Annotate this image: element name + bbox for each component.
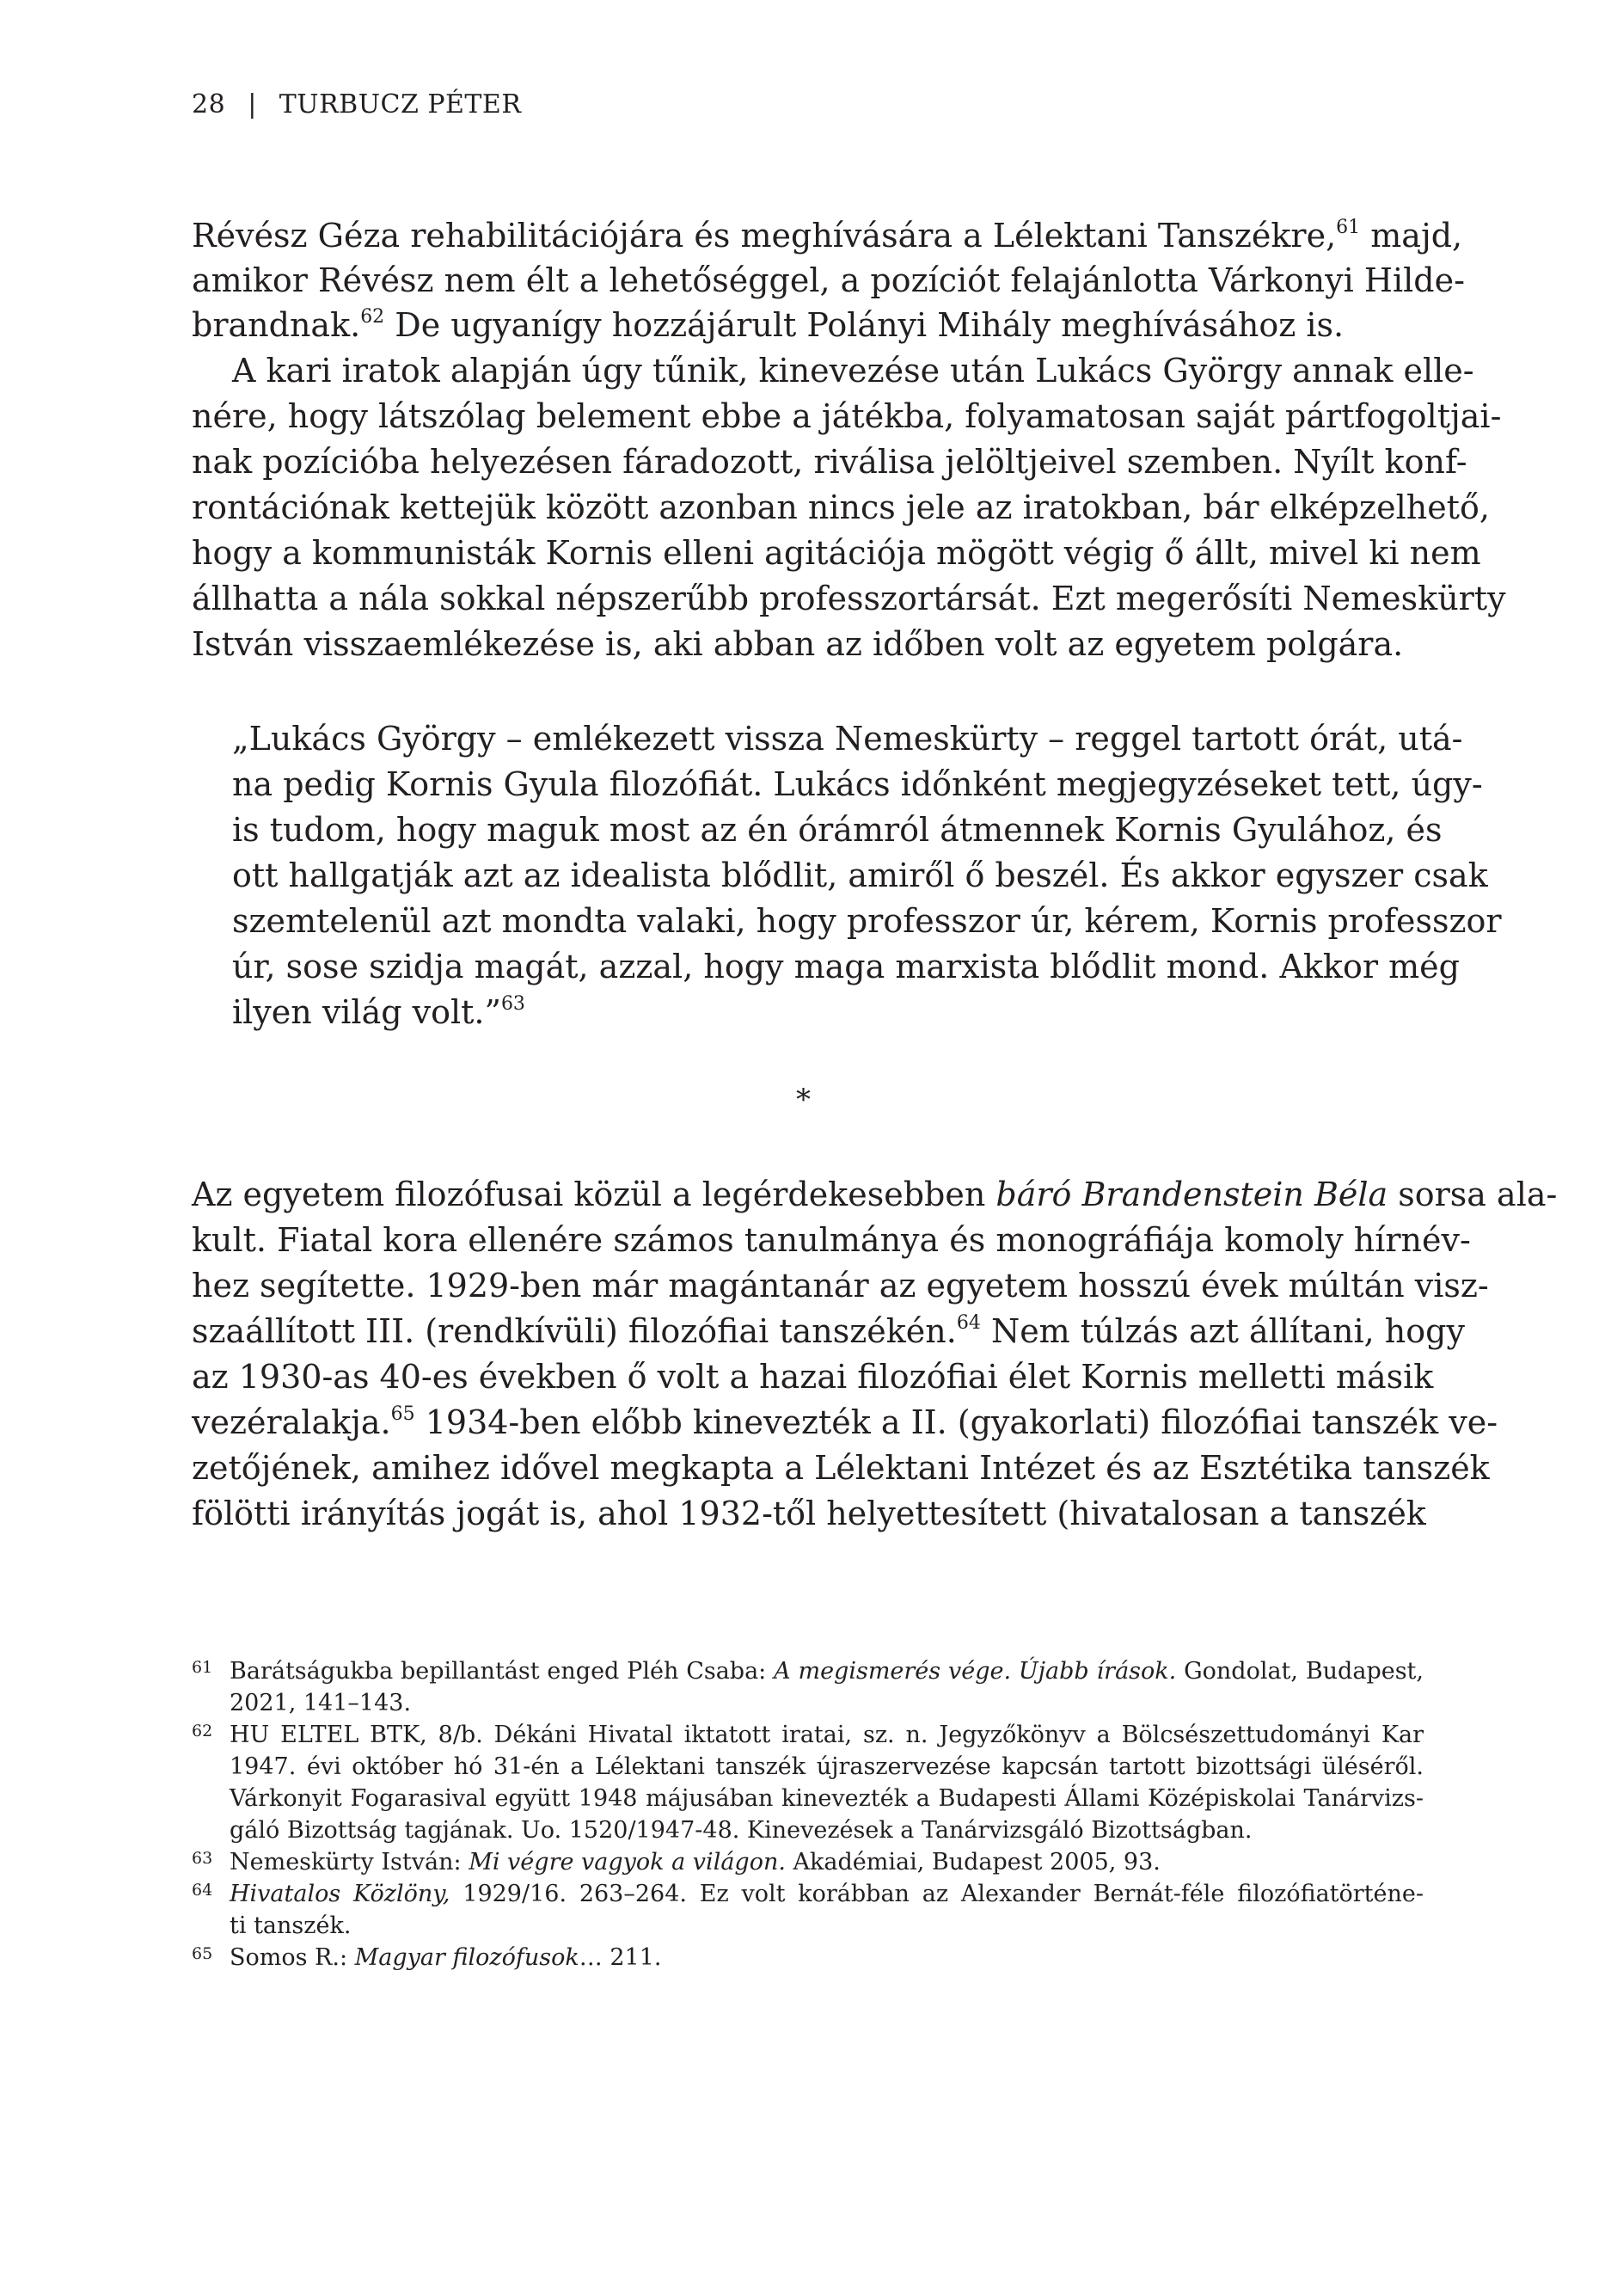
footnote-line: HU ELTEL BTK, 8/b. Dékáni Hivatal iktatott iratai, sz. n. Jegyzőkönyv a Bölcsészettudományi Kar xyxy=(230,1722,1424,1748)
header-author: TURBUCZ PÉTER xyxy=(279,89,522,120)
page-number: 28 xyxy=(192,89,226,120)
text-line: brandnak.$^{62}$ De ugyanígy hozzájárult Polányi Mihály meghívásához is. xyxy=(192,306,1345,344)
section-break-asterisk: * xyxy=(796,1083,811,1117)
quote-line: szemtelenül azt mondta valaki, hogy professzor úr, kérem, Kornis professzor xyxy=(232,902,1502,940)
text-line: amikor Révész nem élt a lehetőséggel, a pozíciót felajánlotta Várkonyi Hilde- xyxy=(192,261,1465,299)
footnote-line: Nemeskürty István: Mi végre vagyok a világon. Akadémiai, Budapest 2005, 93. xyxy=(230,1849,1161,1875)
quote-line: ott hallgatják azt az idealista blődlit, amiről ő beszél. És akkor egyszer csak xyxy=(232,856,1488,894)
footnote-line: gáló Bizottság tagjának. Uo. 1520/1947-48. Kinevezések a Tanárvizsgáló Bizottságban. xyxy=(230,1817,1253,1844)
footnote-number: 62 xyxy=(192,1722,213,1740)
running-header xyxy=(192,89,521,120)
text-line: A kari iratok alapján úgy tűnik, kinevezése után Lukács György annak elle- xyxy=(232,352,1474,390)
footnote-line: Barátságukba bepillantást enged Pléh Csaba: A megismerés vége. Újabb írások. Gondolat, Budapest, xyxy=(230,1658,1424,1685)
footnote-number: 64 xyxy=(192,1881,213,1900)
text-line: zetőjének, amihez idővel megkapta a Lélektani Intézet és az Esztétika tanszék xyxy=(192,1449,1490,1487)
text-line: nére, hogy látszólag belement ebbe a játékba, folyamatosan saját pártfogoltjai- xyxy=(192,397,1502,435)
footnote-ref[interactable]: 63 xyxy=(500,993,525,1015)
footnote-line: 1947. évi október hó 31-én a Lélektani tanszék újraszervezése kapcsán tartott bizottsági üléséről. xyxy=(230,1753,1424,1780)
text-line: szaállított III. (rendkívüli) filozófiai tanszékén.$^{64}$ Nem túlzás azt állítani, hogy xyxy=(192,1312,1465,1350)
quote-line: ilyen világ volt.”$^{63}$ xyxy=(232,993,525,1031)
quote-line: úr, sose szidja magát, azzal, hogy maga marxista blődlit mond. Akkor még xyxy=(232,948,1460,985)
footnote-line: ti tanszék. xyxy=(230,1912,352,1939)
footnote-line: Hivatalos Közlöny, 1929/16. 263–264. Ez volt korábban az Alexander Bernát-féle filozófiatörténe- xyxy=(230,1881,1424,1907)
header-separator: | xyxy=(248,89,257,120)
text-line: hez segítette. 1929-ben már magántanár az egyetem hosszú évek múltán visz- xyxy=(192,1267,1489,1305)
text-line: Az egyetem filozófusai közül a legérdekesebben báró Brandenstein Béla sorsa ala- xyxy=(192,1176,1558,1213)
text-line: állhatta a nála sokkal népszerűbb professzortársát. Ezt megerősíti Nemeskürty xyxy=(192,580,1506,617)
text-line: kult. Fiatal kora ellenére számos tanulmánya és monográfiája komoly hírnév- xyxy=(192,1221,1471,1259)
footnote-ref[interactable]: 61 xyxy=(1336,217,1361,238)
footnote-line: 2021, 141–143. xyxy=(230,1690,412,1716)
text-line: az 1930-as 40-es években ő volt a hazai filozófiai élet Kornis melletti másik xyxy=(192,1358,1434,1396)
footnote-ref[interactable]: 62 xyxy=(360,306,385,328)
text-line: rontációnak kettejük között azonban nincs jele az iratokban, bár elképzelhető, xyxy=(192,488,1490,526)
footnote-number: 65 xyxy=(192,1944,213,1963)
quote-line: „Lukács György – emlékezett vissza Nemeskürty – reggel tartott órát, utá- xyxy=(232,720,1463,758)
footnote-ref[interactable]: 65 xyxy=(390,1403,415,1425)
text-line: nak pozícióba helyezésen fáradozott, riválisa jelöltjeivel szemben. Nyílt konf- xyxy=(192,443,1467,481)
footnote-number: 63 xyxy=(192,1849,213,1868)
footnote-ref[interactable]: 64 xyxy=(956,1312,981,1334)
quote-line: is tudom, hogy maguk most az én órámról átmennek Kornis Gyulához, és xyxy=(232,811,1443,849)
quote-line: na pedig Kornis Gyula filozófiát. Lukács időnként megjegyzéseket tett, úgy- xyxy=(232,765,1483,803)
text-line: Révész Géza rehabilitációjára és meghívására a Lélektani Tanszékre,$^{61}$ majd, xyxy=(192,217,1463,255)
footnote-number: 61 xyxy=(192,1658,213,1677)
text-line: vezéralakja.$^{65}$ 1934-ben előbb kinevezték a II. (gyakorlati) filozófiai tanszék ve- xyxy=(192,1403,1498,1441)
text-line: István visszaemlékezése is, aki abban az időben volt az egyetem polgára. xyxy=(192,625,1404,663)
footnote-line: Várkonyit Fogarasival együtt 1948 májusában kinevezték a Budapesti Állami Középiskolai Tanárvizs- xyxy=(230,1785,1424,1812)
text-line: fölötti irányítás jogát is, ahol 1932-től helyettesített (hivatalosan a tanszék xyxy=(192,1495,1426,1532)
footnote-line: Somos R.: Magyar filozófusok… 211. xyxy=(230,1944,662,1971)
text-line: hogy a kommunisták Kornis elleni agitációja mögött végig ő állt, mivel ki nem xyxy=(192,534,1481,572)
